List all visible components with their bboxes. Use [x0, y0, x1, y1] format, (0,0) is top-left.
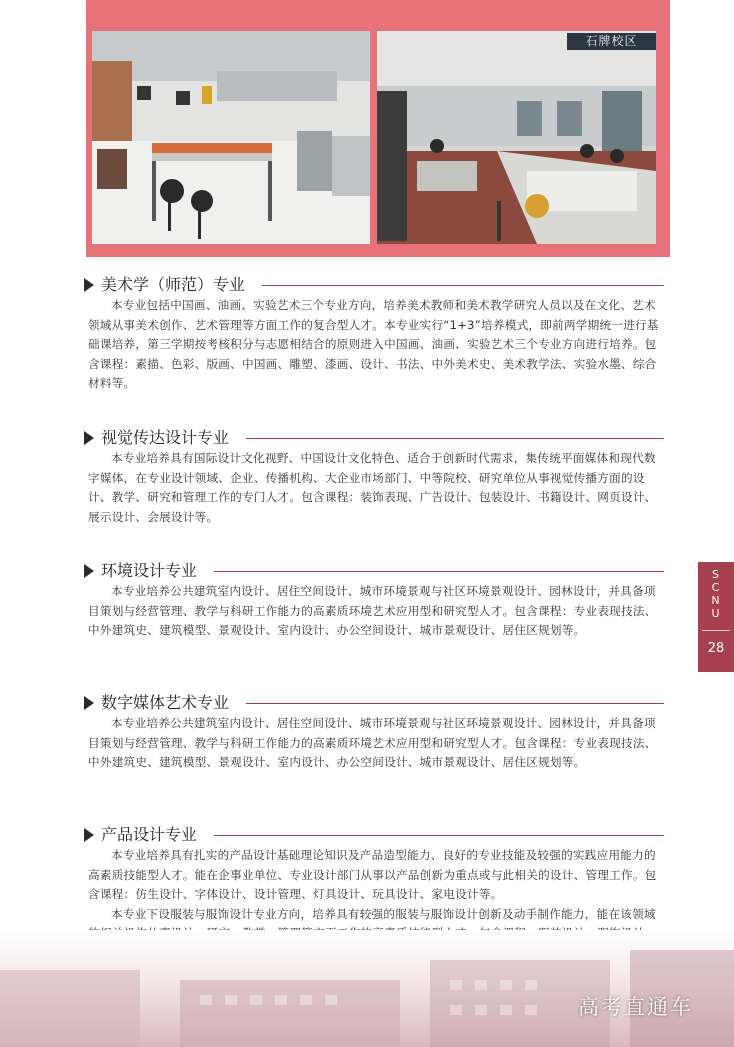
section-environmental-design: [84, 560, 666, 641]
section-header: [84, 692, 666, 714]
section-rule: [246, 438, 664, 439]
side-tab-letters: [698, 568, 734, 620]
page-number: 28: [707, 641, 725, 656]
triangle-bullet-icon: [84, 828, 94, 842]
section-digital-media-art: [84, 692, 666, 773]
triangle-bullet-icon: [84, 564, 94, 578]
studio-photo-left: [92, 31, 370, 244]
section-paragraph: 本专业下设服装与服饰设计专业方向，培养具有较强的服装与服饰设计创新及动手制作能力，能在该领域: [111, 906, 656, 921]
side-tab-letter: C: [711, 581, 721, 594]
section-paragraph: 本专业培养具有扎实的产品设计基础理论知识及产品造型能力、良好的专业技能及较强的实践应用能力的高素质技能型人才。能在企事业单位、专业设计部门从事以产品创新为重点或与此相关的设计、管理工作。包含课程：仿生设计、字体设计、设计管理、灯具设计、玩具设计、家电设计等。: [88, 848, 657, 902]
section-rule: [262, 285, 664, 286]
triangle-bullet-icon: [84, 278, 94, 292]
section-paragraph: 本专业培养公共建筑室内设计、居住空间设计、城市环境景观与社区环境景观设计、园林设计，并具备项目策划与经营管理、教学与科研工作能力的高素质环境艺术应用型和研究型人才。包含课程：专业表现技法、中外建筑史、建筑模型、景观设计、室内设计、办公空间设计、城市景观设计、居住区规划等。: [88, 716, 657, 770]
side-tab-divider: [702, 630, 730, 631]
section-title: 产品设计专业: [101, 824, 201, 846]
section-header: [84, 560, 666, 582]
watermark: 高考直通车: [578, 995, 693, 1019]
section-header: [84, 824, 666, 846]
studio-photo-right: [377, 31, 656, 244]
side-tab-letter: N: [711, 594, 721, 607]
side-tab: [698, 562, 734, 672]
section-title: 视觉传达设计专业: [101, 427, 233, 449]
bottom-building-background: [0, 930, 734, 1047]
section-header: [84, 274, 666, 296]
section-visual-communication: [84, 427, 666, 527]
side-tab-letter: S: [712, 568, 720, 581]
section-fine-arts: [84, 274, 666, 394]
section-paragraph: 本专业培养公共建筑室内设计、居住空间设计、城市环境景观与社区环境景观设计、园林设计，并具备项目策划与经营管理、教学与科研工作能力的高素质环境艺术应用型和研究型人才。包含课程：专业表现技法、中外建筑史、建筑模型、景观设计、室内设计、办公空间设计、城市景观设计、居住区规划等。: [88, 584, 657, 638]
side-tab-letter: U: [711, 607, 721, 620]
section-rule: [214, 835, 664, 836]
triangle-bullet-icon: [84, 431, 94, 445]
section-title: 美术学（师范）专业: [101, 274, 249, 296]
section-paragraph: 本专业培养具有国际设计文化视野、中国设计文化特色、适合于创新时代需求，集传统平面媒体和现代数字媒体，在专业设计领域、企业、传播机构、大企业市场部门、中等院校、研究单位从事视觉传播方面的设计、教学、研究和管理工作的专门人才。包含课程：装饰表现、广告设计、包装设计、书籍设计、网页设计、展示设计、会展设计等。: [88, 451, 657, 524]
section-title: 数字媒体艺术专业: [101, 692, 233, 714]
section-title: 环境设计专业: [101, 560, 201, 582]
section-rule: [214, 571, 664, 572]
campus-tag: 石牌校区: [567, 33, 656, 50]
section-paragraph: 本专业包括中国画、油画、实验艺术三个专业方向，培养美术教师和美术教学研究人员以及在文化、艺术领域从事美术创作、艺术管理等方面工作的复合型人才。本专业实行“1+3”培养模式，即前两学期统一进行基础课培养，第三学期按考核积分与志愿相结合的原则进入中国画、油画、实验艺术三个专业方向进行培养。包含课程：素描、色彩、版画、中国画、雕塑、漆画、设计、书法、中外美术史、美术教学法、实验水墨、综合材料等。: [88, 298, 659, 391]
section-header: [84, 427, 666, 449]
triangle-bullet-icon: [84, 696, 94, 710]
section-rule: [246, 703, 664, 704]
